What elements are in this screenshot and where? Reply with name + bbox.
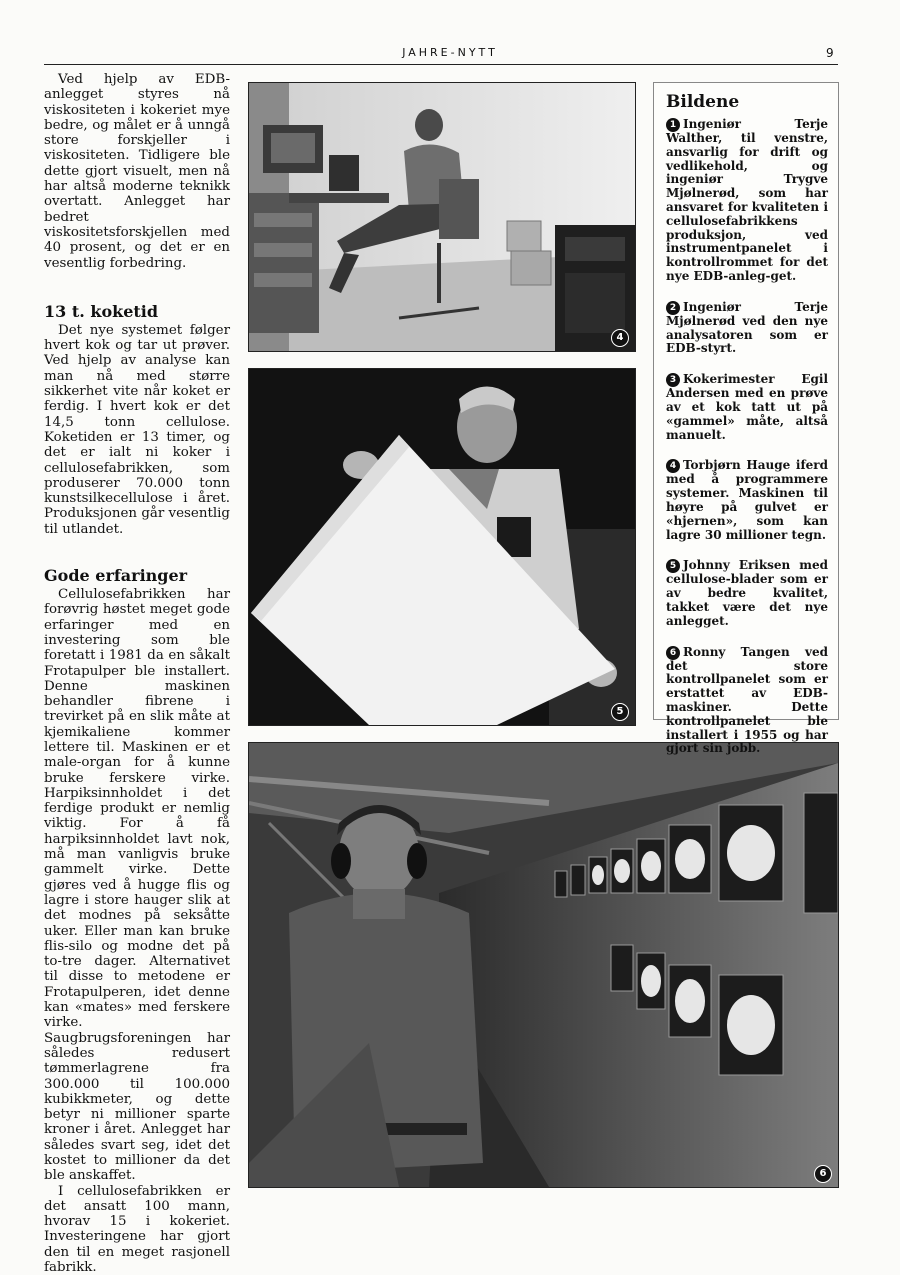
- article-column: [44, 72, 230, 1275]
- koketid-paragraph: Det nye systemet følger hvert kok og tar ut prøver. Ved hjelp av analyse kan man nå med større sikkerhet vite når koket er ferdig. I hvert kok er det 14,5 tonn cellulose. Koketiden er 13 timer, og det er ialt ni koker i cellulosefabrikken, som produserer 70.000 tonn kunstsilkecellulose i året. Produksjonen går vesentlig til utlandet.: [44, 322, 230, 537]
- photo-number-badge: 4: [611, 329, 629, 347]
- page-number: 9: [826, 46, 834, 60]
- photo-cellulose-sheet: [248, 368, 636, 726]
- erfaringer-paragraph: Cellulosefabrikken har forøvrig høstet meget gode erfaringer med en investering som ble foretatt i 1981 da en såkalt Frotapulper ble installert. Denne maskinen behandler fibrene i trevirket på en slik måte at kjemikaliene kommer lettere til. Maskinen er et male-organ for å kunne bruke ferskere virke. Harpiksinnholdet i det ferdige produkt er nemlig viktig. For å få harpiksinnholdet lavt nok, må man vanligvis bruke gammelt virke. Dette gjøres ved å hugge flis og lagre i store hauger slik at det modnes på seksåtte uker. Eller man kan bruke flis-silo og modne det på to-tre dager. Alternativet til disse to metodene er Frotapulperen, idet denne kan «mates» med ferskere virke. Saugbrugsforeningen har således redusert tømmerlagrene fra 300.000 til 100.000 kubikkmeter, og dette betyr ni millioner sparte kroner i året. Anlegget har således svart seg, idet det kostet to millioner da det ble anskaffet.: [44, 587, 230, 1184]
- closing-paragraph: I cellulosefabrikken er det ansatt 100 mann, hvorav 15 i kokeriet. Investeringene har gjort den til en meget rasjonell fabrikk.: [44, 1183, 230, 1275]
- photo-control-panel-image: [249, 743, 838, 1187]
- running-head: JAHRE-NYTT: [402, 46, 498, 59]
- photo-computer-operator-image: [249, 83, 635, 351]
- photo-computer-operator: [248, 82, 636, 352]
- photo-control-panel: [248, 742, 839, 1188]
- caption-number: 1: [666, 118, 680, 132]
- caption-item: [666, 118, 828, 284]
- caption-box: [653, 82, 839, 756]
- section-heading-erfaringer: Gode erfaringer: [44, 566, 188, 586]
- caption-item: [666, 301, 828, 356]
- photo-cellulose-sheet-image: [249, 369, 635, 725]
- caption-item: [666, 646, 828, 757]
- intro-paragraph: Ved hjelp av EDB-anlegget styres nå viskositeten i kokeriet mye bedre, og målet er å unngå store forskjeller i viskositeten. Tidligere ble dette gjort visuelt, men nå har altså moderne teknikk overtatt. Anlegget har bedret viskositetsforskjellen med 40 prosent, og det er en vesentlig forbedring.: [44, 72, 230, 271]
- caption-number: 4: [666, 459, 680, 473]
- caption-number: 2: [666, 301, 680, 315]
- caption-number: 6: [666, 646, 680, 660]
- caption-item: [666, 373, 828, 442]
- caption-box-title: Bildene: [666, 92, 740, 112]
- caption-number: 3: [666, 373, 680, 387]
- caption-text: Ingeniør Terje Mjølnerød ved den nye analysatoren som er EDB-styrt.: [666, 299, 828, 356]
- caption-text: Kokerimester Egil Andersen med en prøve av et kok tatt ut på «gammel» måte, altså manuelt.: [666, 372, 828, 442]
- section-heading-koketid: 13 t. koketid: [44, 301, 159, 321]
- caption-number: 5: [666, 559, 680, 573]
- caption-text: Ronny Tangen ved det store kontrollpanelet som er erstattet av EDB-maskiner. Dette kontrollpanelet ble installert i 1955 og har gjort sin jobb.: [666, 644, 828, 756]
- header-rule: [44, 64, 838, 65]
- caption-item: [666, 459, 828, 542]
- caption-text: Ingeniør Terje Walther, til venstre, ansvarlig for drift og vedlikehold, og ingeniør Trygve Mjølnerød, som har ansvaret for kvaliteten i cellulosefabrikkens produksjon, ved instrumentpanelet i kontrollrommet for det nye EDB-anleg-get.: [666, 117, 828, 283]
- photo-number-badge: 6: [814, 1165, 832, 1183]
- caption-text: Johnny Eriksen med cellulose-blader som er av bedre kvalitet, takket være det nye anlegget.: [666, 558, 828, 628]
- caption-item: [666, 559, 828, 628]
- photo-number-badge: 5: [611, 703, 629, 721]
- caption-text: Torbjørn Hauge iferd med å programmere systemer. Maskinen til høyre på gulvet er «hjernen», som kan lagre 30 millioner tegn.: [666, 458, 828, 542]
